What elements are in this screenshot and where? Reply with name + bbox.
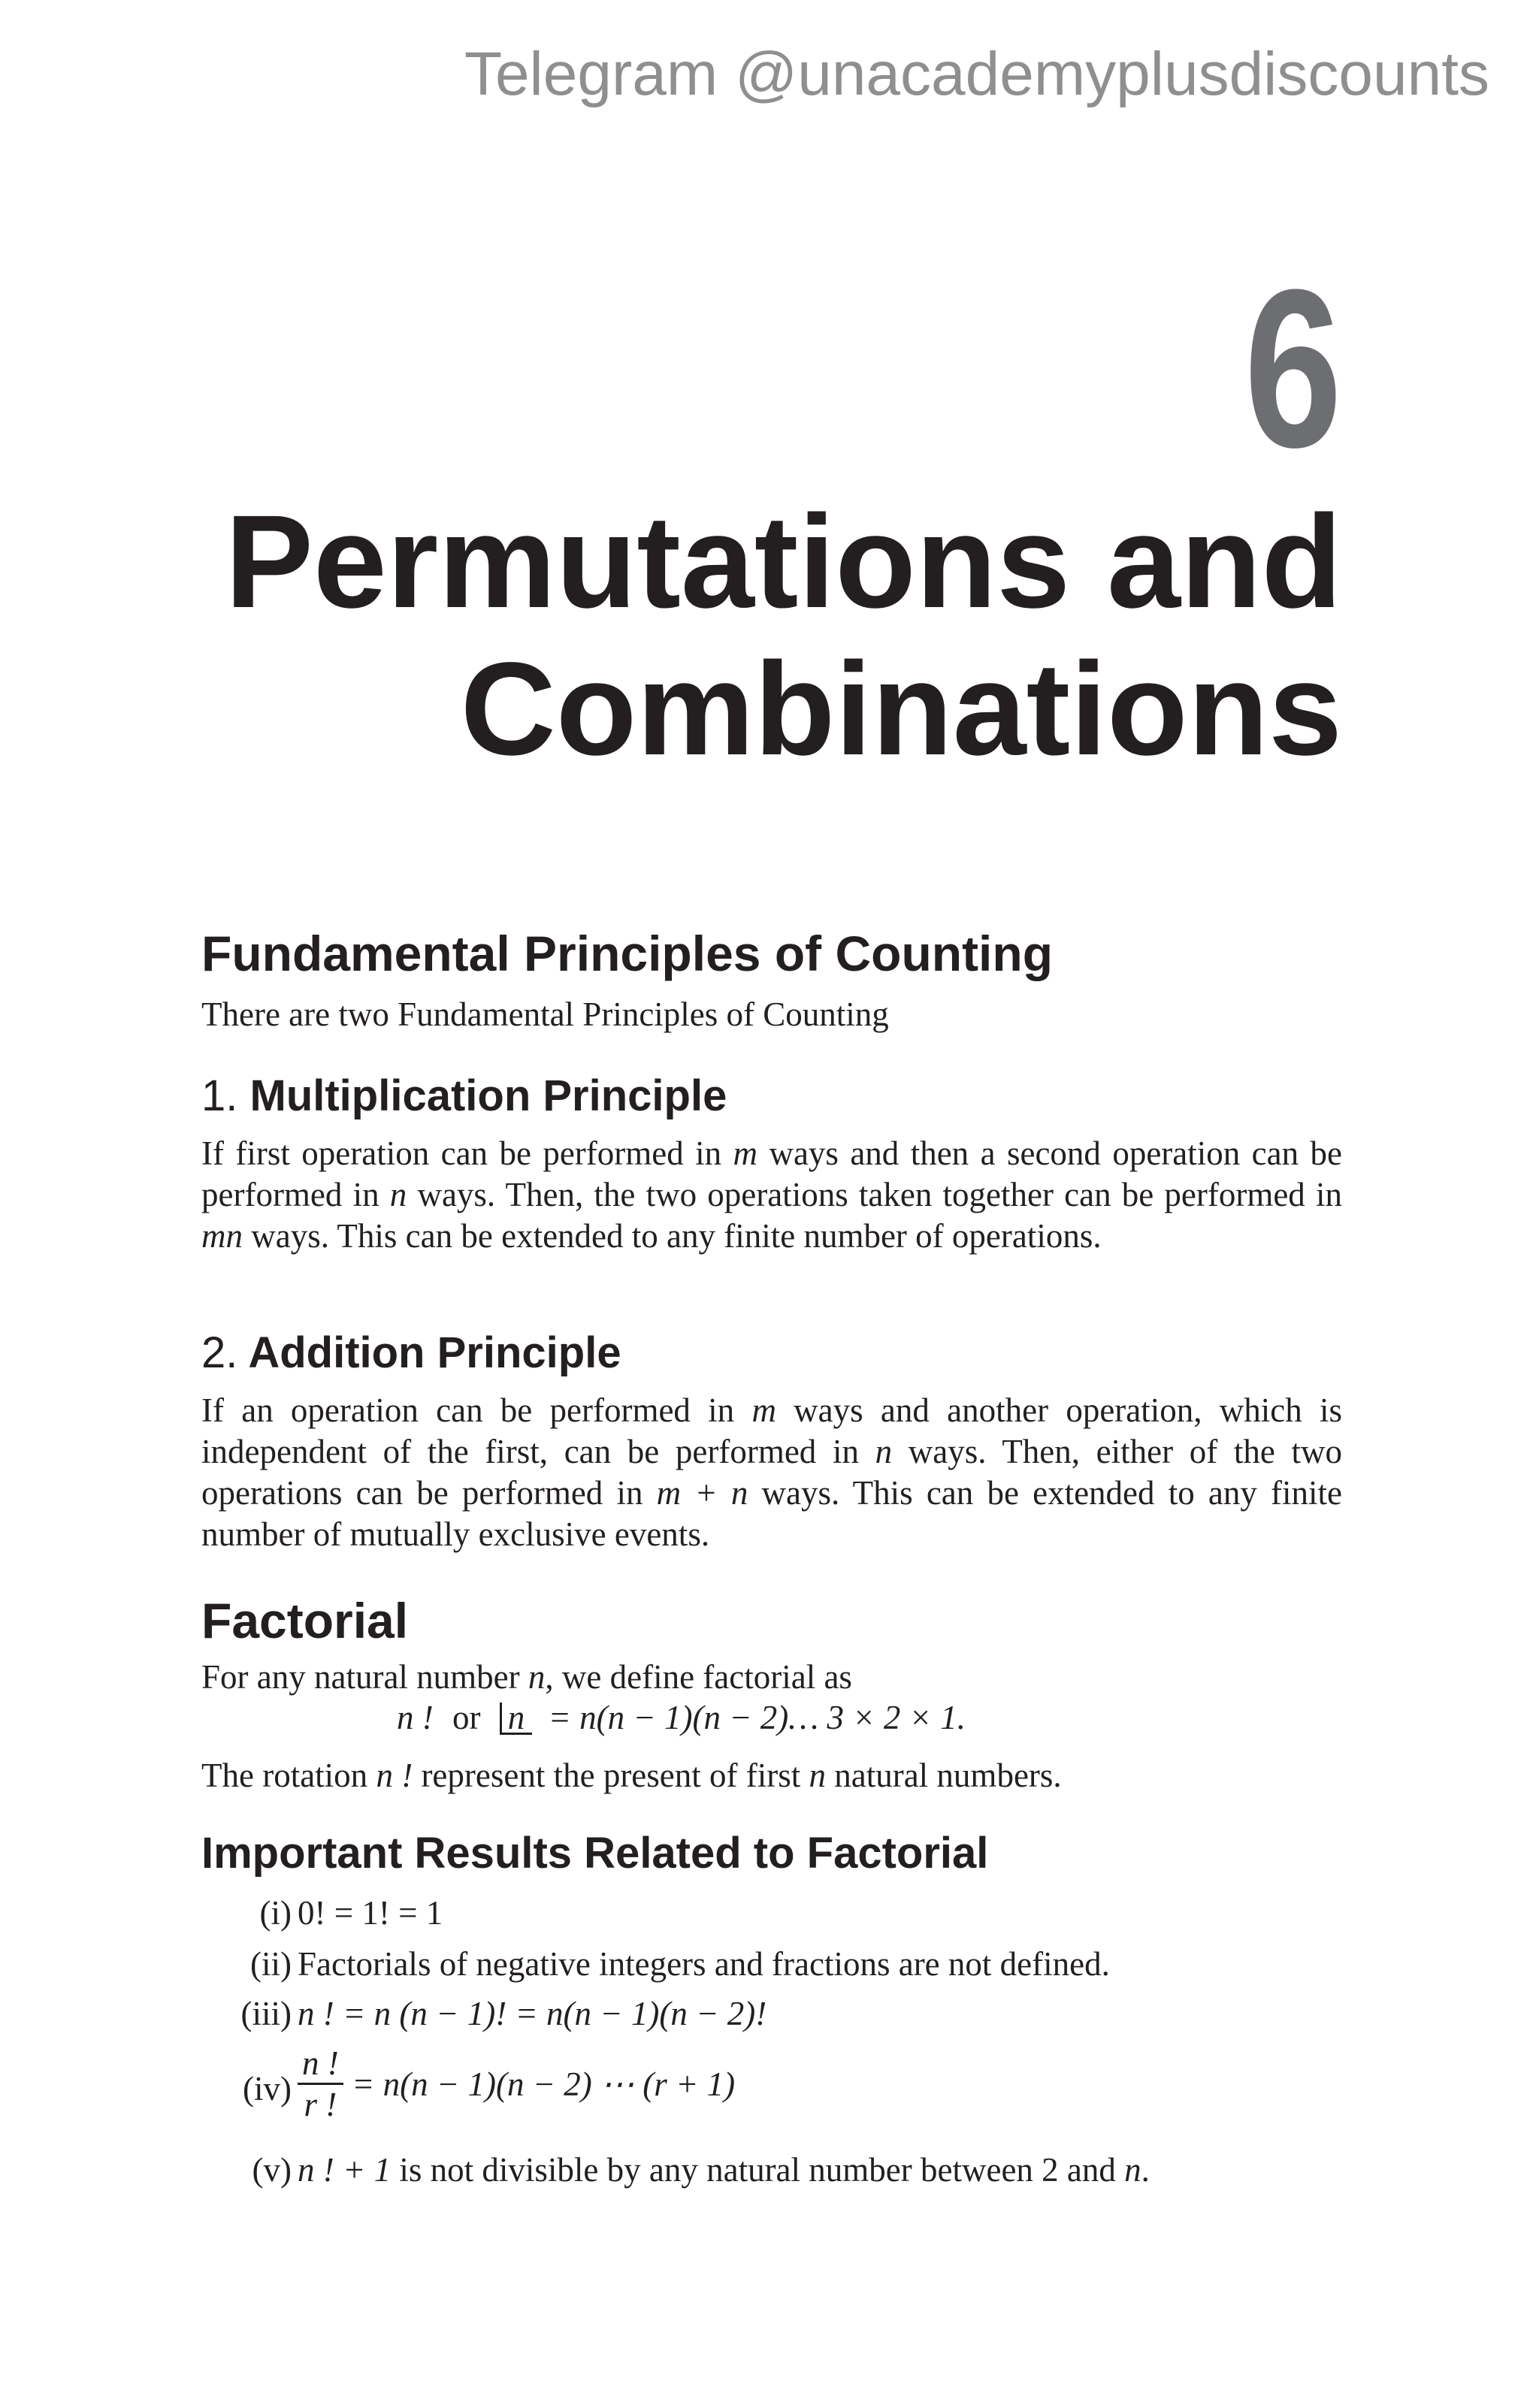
fundamental-heading: Fundamental Principles of Counting <box>201 926 1054 981</box>
factorial-box-notation <box>500 1699 533 1736</box>
addition-var-3: m + n <box>656 1473 748 1512</box>
result-text: = n(n − 1)(n − 2) ⋯ (r + 1) <box>352 2065 736 2103</box>
factorial-intro <box>201 1657 1342 1698</box>
results-heading: Important Results Related to Factorial <box>201 1829 989 1878</box>
addition-text-1: If an operation can be performed in <box>201 1391 752 1429</box>
factorial-section <box>201 1591 1342 1698</box>
chapter-title-line2: Combinations <box>460 636 1342 783</box>
addition-var-1: m <box>751 1391 776 1429</box>
result-text-d: . <box>1141 2151 1150 2189</box>
multiplication-title: Multiplication Principle <box>249 1071 727 1120</box>
factorial-note-b: represent the present of first <box>413 1757 809 1794</box>
fraction-denominator: r ! <box>304 2086 337 2123</box>
addition-text-4: ways. This can be extended to any finite number of mutually exclusive events. <box>201 1473 1342 1553</box>
factorial-note-section <box>201 1755 1342 1796</box>
addition-heading <box>201 1327 1342 1379</box>
result-text: n ! = n (n − 1)! = n(n − 1)(n − 2)! <box>298 1995 767 2032</box>
factorial-box-var: n <box>507 1699 525 1736</box>
addition-var-2: n <box>875 1432 893 1470</box>
multiplication-paragraph <box>201 1133 1342 1257</box>
factorial-formula-rhs: = n(n − 1)(n − 2)… 3 × 2 × 1. <box>548 1699 966 1736</box>
result-text-b: is not divisible by any natural number between 2 and <box>391 2151 1125 2189</box>
chapter-title-line1: Permutations and <box>225 488 1342 636</box>
factorial-heading: Factorial <box>201 1593 409 1648</box>
factorial-note-var2: n <box>809 1757 826 1794</box>
result-fraction-expression <box>298 2044 735 2124</box>
fundamental-section <box>201 924 1342 1035</box>
multiplication-text-1: If first operation can be performed in <box>201 1134 733 1172</box>
fraction <box>298 2044 343 2124</box>
multiplication-heading <box>201 1070 1342 1122</box>
factorial-intro-b: , we define factorial as <box>545 1658 852 1696</box>
multiplication-section <box>201 1070 1342 1257</box>
addition-paragraph <box>201 1390 1342 1555</box>
addition-title: Addition Principle <box>248 1328 621 1377</box>
multiplication-var-2: n <box>389 1175 407 1213</box>
factorial-intro-var: n <box>528 1658 546 1696</box>
result-text-c: n <box>1124 2151 1141 2189</box>
factorial-formula-lhs: n ! <box>397 1699 434 1736</box>
chapter-number: 6 <box>1244 242 1342 494</box>
chapter-title <box>225 488 1342 783</box>
addition-text-3: ways. Then, either of the two operations can be performed in <box>201 1432 1343 1512</box>
result-text: Factorials of negative integers and fractions are not defined. <box>298 1945 1110 1983</box>
result-label: (iv) <box>243 2070 292 2107</box>
result-text-a: n ! + 1 <box>298 2151 392 2189</box>
multiplication-number: 1. <box>201 1071 238 1120</box>
multiplication-var-1: m <box>733 1134 758 1172</box>
multiplication-var-3: mn <box>201 1216 243 1255</box>
factorial-note <box>201 1755 1342 1796</box>
addition-number: 2. <box>201 1328 238 1377</box>
multiplication-text-2: ways and then a second operation can be performed in <box>201 1134 1342 1213</box>
addition-section <box>201 1327 1342 1555</box>
factorial-formula <box>397 1698 966 1737</box>
watermark: Telegram @unacademyplusdiscounts <box>464 40 1489 108</box>
factorial-note-var: n ! <box>376 1757 413 1794</box>
multiplication-text-4: ways. This can be extended to any finite number of operations. <box>243 1216 1102 1255</box>
fundamental-intro: There are two Fundamental Principles of Counting <box>201 996 889 1034</box>
results-heading-wrap <box>201 1827 1342 1880</box>
factorial-note-c: natural numbers. <box>826 1757 1062 1794</box>
factorial-intro-a: For any natural number <box>201 1658 528 1696</box>
result-label: (v) <box>252 2151 292 2189</box>
result-label: (ii) <box>250 1945 292 1983</box>
addition-text-2: ways and another operation, which is independent of the first, can be performed in <box>201 1391 1342 1470</box>
result-label: (iii) <box>240 1995 292 2032</box>
fraction-numerator: n ! <box>298 2044 343 2085</box>
result-label: (i) <box>259 1894 292 1932</box>
result-text: 0! = 1! = 1 <box>298 1894 443 1932</box>
factorial-formula-or: or <box>452 1699 481 1736</box>
factorial-note-a: The rotation <box>201 1757 376 1794</box>
multiplication-text-3: ways. Then, the two operations taken together can be performed in <box>407 1175 1342 1213</box>
result-text <box>298 2150 1150 2189</box>
